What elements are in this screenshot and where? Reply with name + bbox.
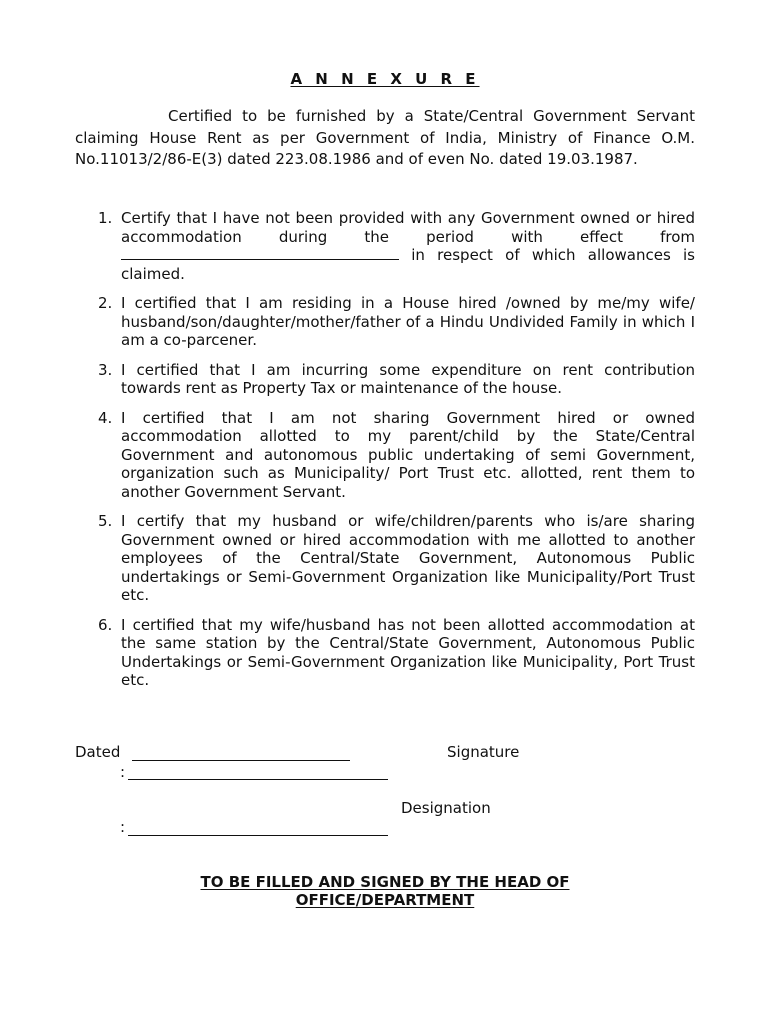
clause-text: I certified that I am incurring some expenditure on rent contribution towards rent as Property Tax or maintenance of the house. xyxy=(121,360,695,397)
certification-list xyxy=(76,209,695,701)
clause-number: 6. xyxy=(98,615,113,634)
clause-number: 1. xyxy=(98,209,113,227)
document-title: A N N E X U R E xyxy=(290,70,480,88)
footer-line-1: TO BE FILLED AND SIGNED BY THE HEAD OF xyxy=(200,873,570,891)
signature-label: Signature xyxy=(447,743,520,761)
clause-number: 5. xyxy=(98,512,113,530)
clause-text: I certified that I am residing in a House hired /owned by me/my wife/ husband/son/daughter/mother/father of a Hindu Undivided Family in which I am a co-parcener. xyxy=(121,294,695,349)
clause-text-continued: in respect of which allowances is claimed. xyxy=(121,246,695,283)
clause-text: I certify that my husband or wife/children/parents who is/are sharing Government owned or hired accommodation with me allotted to another employees of the Central/State Government, Autonomous Public undertakings or Semi-Government Organization like Municipality/Port Trust etc. xyxy=(121,512,695,604)
clause-text: I certified that my wife/husband has not been allotted accommodation at the same station by the Central/State Government, Autonomous Public Undertakings or Semi-Government Organization like Municipality, Port Trust etc. xyxy=(121,615,695,689)
designation-label: Designation xyxy=(401,799,491,817)
dated-input-line[interactable] xyxy=(132,760,350,761)
designation-input-line[interactable] xyxy=(128,835,388,836)
list-item xyxy=(76,294,695,350)
clause-number: 4. xyxy=(98,408,113,427)
list-item xyxy=(76,361,695,398)
footer-heading xyxy=(0,873,770,909)
clause-text: I certified that I am not sharing Government hired or owned accommodation allotted to my parent/child by the State/Central Government and autonomous public undertaking of semi Government, organization such as Municipality/ Port Trust etc. allotted, rent them to another Government Servant. xyxy=(121,408,695,501)
clause-text: Certify that I have not been provided with any Government owned or hired accommodation during the period with effect from xyxy=(121,209,695,246)
clause-number: 3. xyxy=(98,360,113,379)
intro-paragraph: Certified to be furnished by a State/Central Government Servant claiming House Rent as per Government of India, Ministry of Finance O.M. No.11013/2/86-E(3) dated 223.08.1986 and of even No. dated 19.03.1987. xyxy=(75,107,695,168)
list-item xyxy=(76,409,695,502)
dated-label: Dated xyxy=(75,743,121,761)
signature-colon: : xyxy=(120,763,126,781)
signature-input-line[interactable] xyxy=(128,779,388,780)
list-item xyxy=(76,512,695,605)
list-item xyxy=(76,209,695,283)
period-blank-field[interactable] xyxy=(121,247,399,260)
clause-number: 2. xyxy=(98,294,113,312)
list-item xyxy=(76,616,695,690)
designation-colon: : xyxy=(120,818,126,836)
footer-line-2: OFFICE/DEPARTMENT xyxy=(295,891,475,909)
